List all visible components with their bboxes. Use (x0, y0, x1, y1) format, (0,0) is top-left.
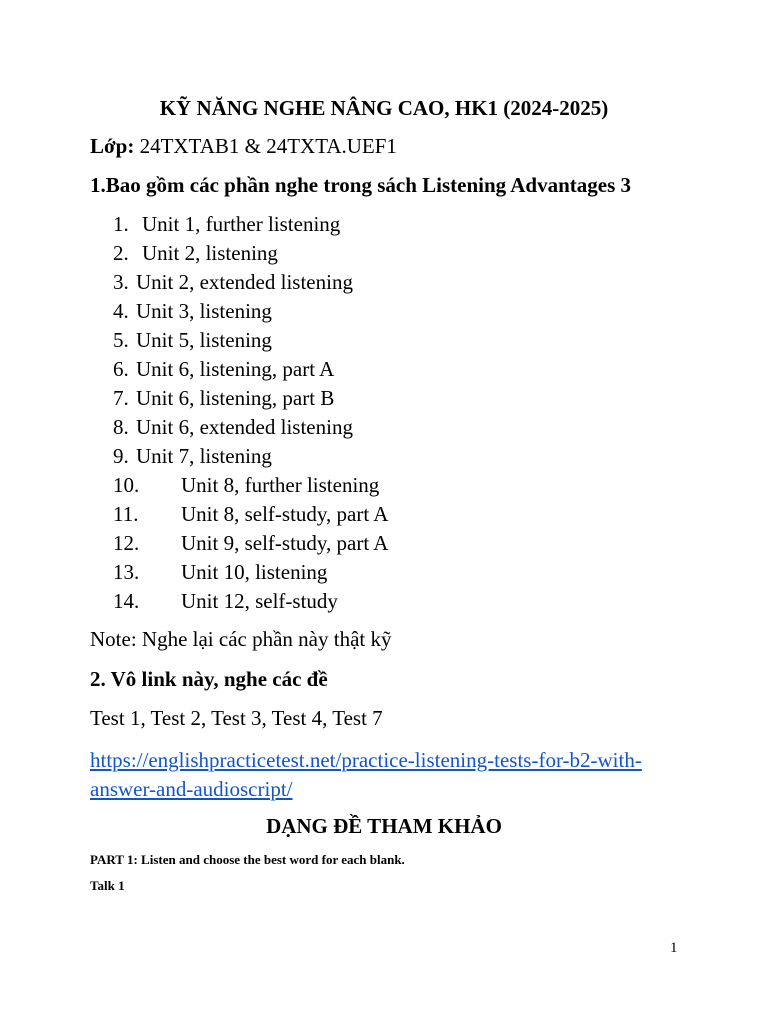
list-item-text: Unit 12, self-study (181, 589, 338, 613)
list-item-number: 7. (113, 386, 129, 410)
list-item-text: Unit 2, listening (142, 241, 278, 265)
list-item-number: 8. (113, 415, 129, 439)
reference-heading: DẠNG ĐỀ THAM KHẢO (266, 814, 502, 838)
list-item-number: 2. (113, 241, 129, 265)
section-2-heading: 2. Vô link này, nghe các đề (90, 667, 328, 691)
list-item-number: 1. (113, 212, 129, 236)
class-value: 24TXTAB1 & 24TXTA.UEF1 (134, 134, 397, 158)
tests-line: Test 1, Test 2, Test 3, Test 4, Test 7 (90, 706, 383, 730)
list-item-text: Unit 5, listening (136, 328, 272, 352)
list-item-number: 5. (113, 328, 129, 352)
list-item-text: Unit 8, self-study, part A (181, 502, 389, 526)
section-1-heading: 1.Bao gồm các phần nghe trong sách Listening Advantages 3 (90, 173, 632, 197)
page-number: 1 (670, 940, 678, 956)
part-1-instruction: PART 1: Listen and choose the best word for each blank. (90, 852, 405, 867)
list-item-text: Unit 7, listening (136, 444, 272, 468)
practice-test-link[interactable]: https://englishpracticetest.net/practice-listening-tests-for-b2-with-answer-and-audioscript/ (90, 748, 642, 801)
list-item-number: 12. (113, 531, 140, 555)
class-line (90, 136, 397, 157)
list-item-number: 10. (113, 473, 140, 497)
list-item-text: Unit 9, self-study, part A (181, 531, 389, 555)
list-item-text: Unit 8, further listening (181, 473, 380, 497)
list-item-number: 4. (113, 299, 129, 323)
list-item-text: Unit 6, extended listening (136, 415, 353, 439)
list-item-text: Unit 6, listening, part B (136, 386, 335, 410)
document-title: KỸ NĂNG NGHE NÂNG CAO, HK1 (2024-2025) (159, 96, 609, 120)
list-item-number: 3. (113, 270, 129, 294)
list-item-text: Unit 2, extended listening (136, 270, 353, 294)
list-item-number: 11. (113, 502, 139, 526)
note-text: Note: Nghe lại các phần này thật kỹ (90, 627, 392, 651)
list-item-number: 14. (113, 589, 140, 613)
list-item-text: Unit 1, further listening (142, 212, 341, 236)
list-item-number: 6. (113, 357, 129, 381)
list-item-number: 13. (113, 560, 140, 584)
list-item-number: 9. (113, 444, 129, 468)
list-item-text: Unit 3, listening (136, 299, 272, 323)
talk-label: Talk 1 (90, 878, 125, 893)
list-item-text: Unit 10, listening (181, 560, 328, 584)
list-item-text: Unit 6, listening, part A (136, 357, 335, 381)
class-label: Lớp: (90, 134, 135, 158)
